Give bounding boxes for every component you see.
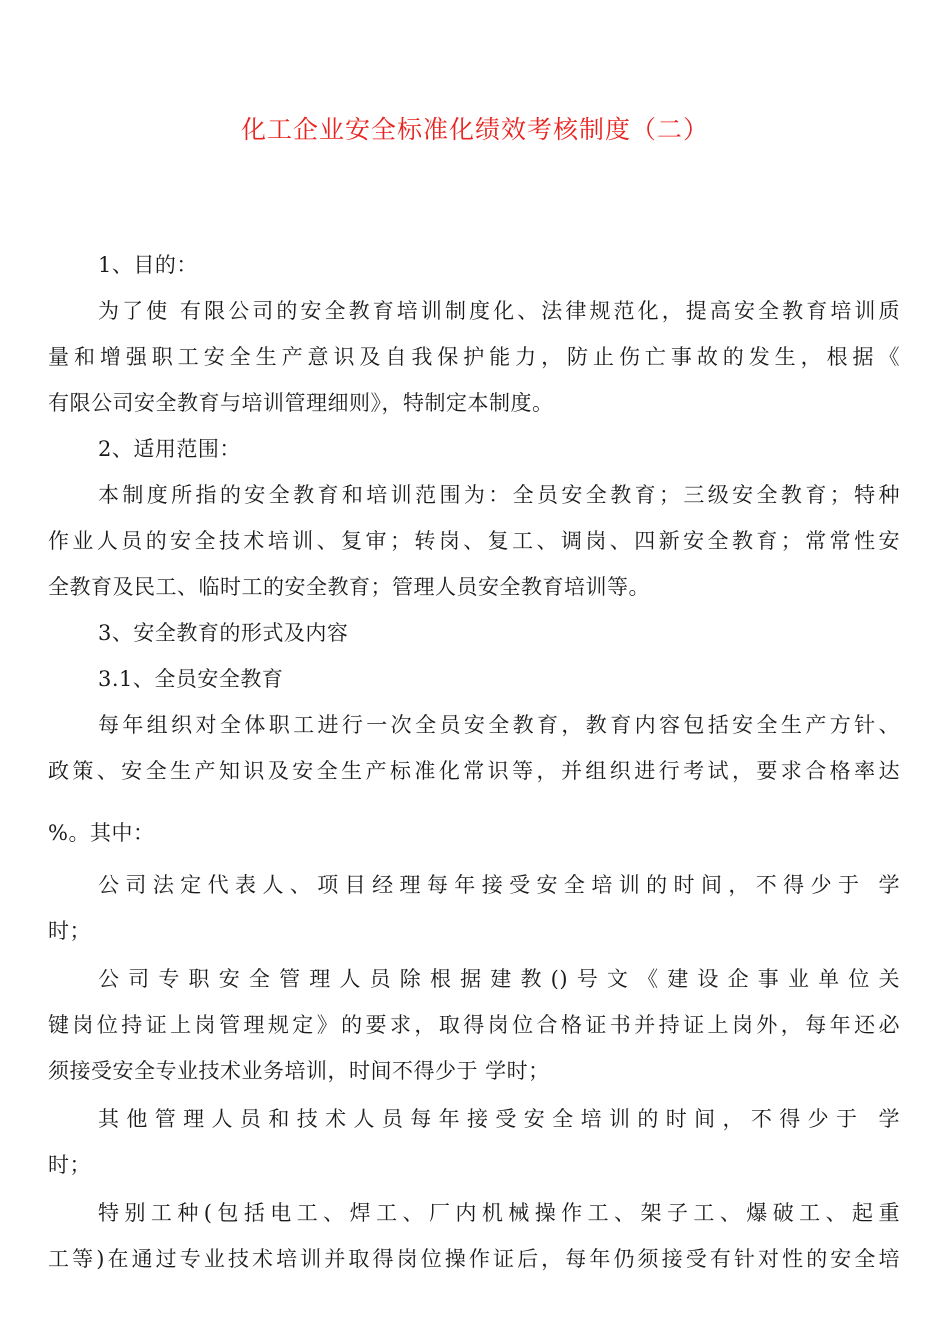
paragraph-line: 作业人员的安全技术培训、复审；转岗、复工、调岗、四新安全教育；常常性安 (48, 529, 900, 553)
paragraph-line: 公司专职安全管理人员除根据建教()号文《建设企事业单位关 (98, 967, 900, 991)
paragraph-line: 全教育及民工、临时工的安全教育；管理人员安全教育培训等。 (48, 575, 650, 599)
paragraph-line: 其他管理人员和技术人员每年接受安全培训的时间，不得少于 学 (98, 1107, 900, 1131)
paragraph-line: 政策、安全生产知识及安全生产标准化常识等，并组织进行考试，要求合格率达 (48, 759, 900, 783)
paragraph-line: 有限公司安全教育与培训管理细则》，特制定本制度。 (48, 391, 554, 415)
paragraph-line: 为了使 有限公司的安全教育培训制度化、法律规范化，提高安全教育培训质 (98, 299, 900, 323)
section-heading-scope: 2、适用范围： (98, 437, 241, 461)
paragraph-line: 工等)在通过专业技术培训并取得岗位操作证后，每年仍须接受有针对性的安全培 (48, 1247, 900, 1271)
paragraph-line: 公司法定代表人、项目经理每年接受安全培训的时间，不得少于 学 (98, 873, 900, 897)
paragraph-line: 量和增强职工安全生产意识及自我保护能力，防止伤亡事故的发生，根据《 (48, 345, 900, 369)
document-title: 化工企业安全标准化绩效考核制度（二） (240, 115, 709, 144)
paragraph-line: 时； (48, 1153, 91, 1177)
section-heading-purpose: 1、目的： (98, 253, 198, 277)
paragraph-line: 本制度所指的安全教育和培训范围为：全员安全教育；三级安全教育；特种 (98, 483, 900, 507)
paragraph-line: 时； (48, 919, 91, 943)
paragraph-line: 须接受安全专业技术业务培训，时间不得少于 学时； (48, 1059, 550, 1083)
paragraph-line: 特别工种(包括电工、焊工、厂内机械操作工、架子工、爆破工、起重 (98, 1201, 900, 1225)
paragraph-line: %。其中： (48, 821, 155, 845)
paragraph-line: 每年组织对全体职工进行一次全员安全教育，教育内容包括安全生产方针、 (98, 713, 900, 737)
subsection-heading: 3.1、全员安全教育 (98, 667, 284, 691)
section-heading-forms: 3、安全教育的形式及内容 (98, 621, 349, 645)
paragraph-line: 键岗位持证上岗管理规定》的要求，取得岗位合格证书并持证上岗外，每年还必 (48, 1013, 900, 1037)
